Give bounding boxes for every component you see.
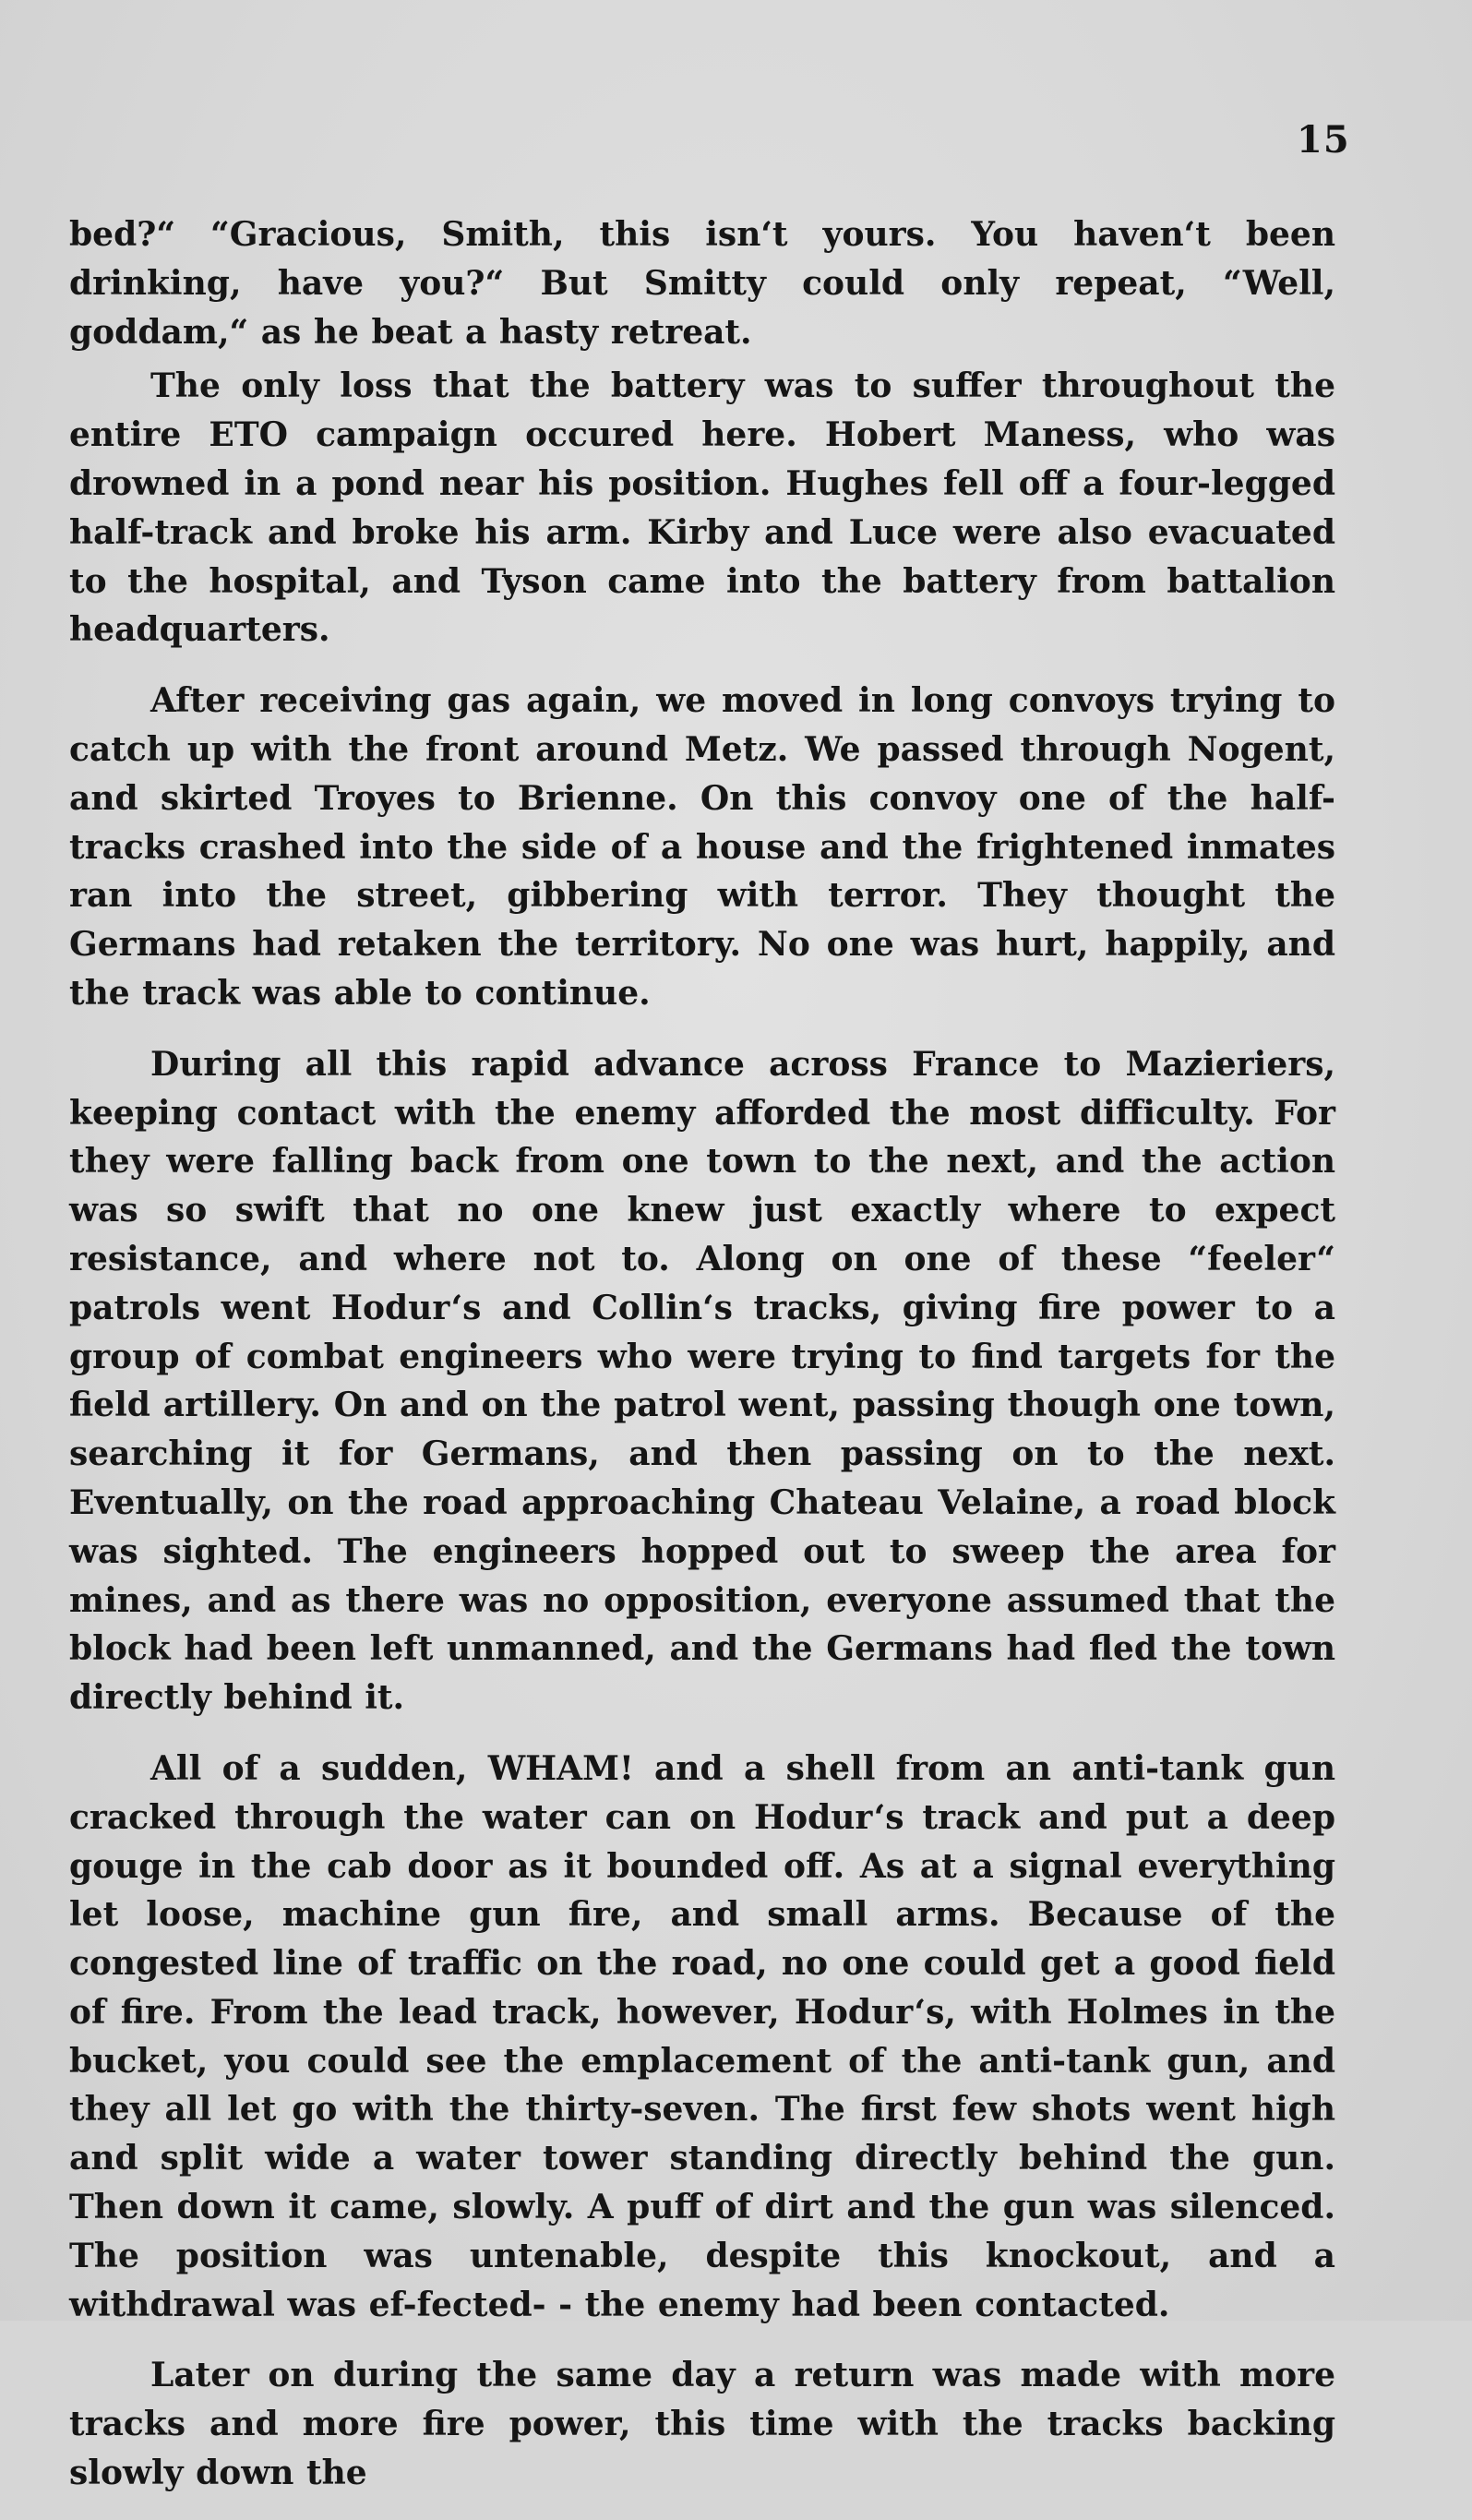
page-number: 15 xyxy=(1297,118,1350,162)
paragraph-2: The only loss that the battery was to suffer throughout the entire ETO campaign occured here. Hobert Maness, who was drowned in a pond near his position. Hughes fell off a four-legged half-track and broke his arm. Kirby and Luce were also evacuated to the hospital, and Tyson came into the battery from battalion headquarters. xyxy=(69,366,1335,650)
body-text xyxy=(69,210,1335,2520)
paragraph-1: bed?“ “Gracious, Smith, this isn‘t yours. You haven‘t been drinking, have you?“ But Smitty could only repeat, “Well, goddam,“ as he beat a hasty retreat. xyxy=(69,215,1335,352)
paragraph-6: Later on during the same day a return was made with more tracks and more fire power, this time with the tracks backing slowly down the xyxy=(69,2356,1335,2493)
paragraph-3: After receiving gas again, we moved in long convoys trying to catch up with the front around Metz. We passed through Nogent, and skirted Troyes to Brienne. On this convoy one of the half-tracks crashed into the side of a house and the frightened inmates ran into the street, gibbering with terror. They thought the Germans had retaken the territory. No one was hurt, happily, and the track was able to continue. xyxy=(69,681,1335,1013)
paragraph-5: All of a sudden, WHAM! and a shell from an anti-tank gun cracked through the water can on Hodur‘s track and put a deep gouge in the cab door as it bounded off. As at a signal everything let loose, machine gun fire, and small arms. Because of the congested line of traffic on the road, no one could get a good field of fire. From the lead track, however, Hodur‘s, with Holmes in the bucket, you could see the emplacement of the anti-tank gun, and they all let go with the thirty-seven. The first few shots went high and split wide a water tower standing directly behind the gun. Then down it came, slowly. A puff of dirt and the gun was silenced. The position was untenable, despite this knockout, and a withdrawal was ef-fected- - the enemy had been contacted. xyxy=(69,1748,1335,2324)
paragraph-4: During all this rapid advance across France to Mazieriers, keeping contact with the enemy afforded the most difficulty. For they were falling back from one town to the next, and the action was so swift that no one knew just exactly where to expect resistance, and where not to. Along on one of these “feeler“ patrols went Hodur‘s and Collin‘s tracks, giving fire power to a group of combat engineers who were trying to find targets for the field artillery. On and on the patrol went, passing though one town, searching it for Germans, and then passing on to the next. Eventually, on the road approaching Chateau Velaine, a road block was sighted. The engineers hopped out to sweep the area for mines, and as there was no opposition, everyone assumed that the block had been left unmanned, and the Germans had fled the town directly behind it. xyxy=(69,1044,1335,1718)
